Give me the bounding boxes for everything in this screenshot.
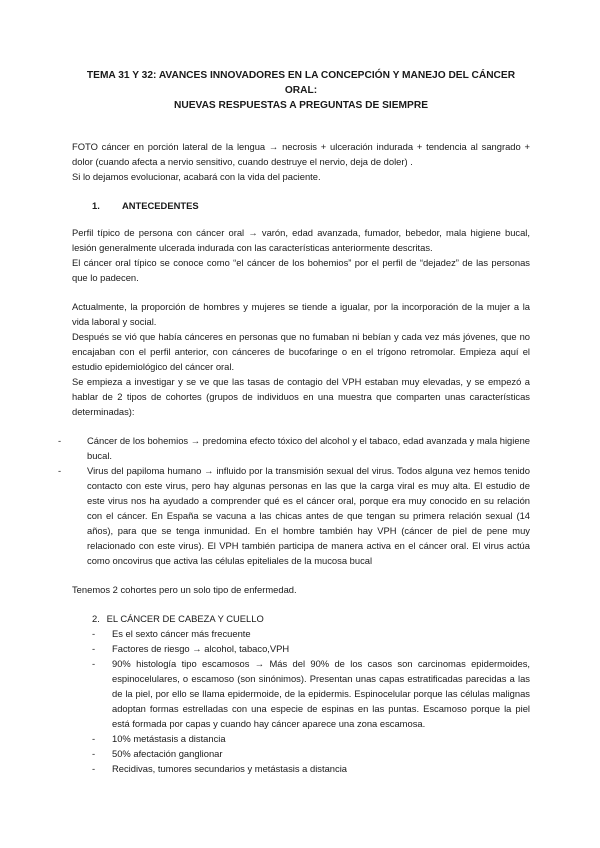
list-item-text: Es el sexto cáncer más frecuente (112, 628, 251, 639)
body-paragraph: Tenemos 2 cohortes pero un solo tipo de enfermedad. (72, 584, 297, 595)
body-paragraph: El cáncer oral típico se conoce como “el cáncer de los bohemios” por el perfil de “dejadez” de las personas que lo padecen. (72, 257, 530, 283)
list-item (58, 433, 530, 463)
body-paragraph: Actualmente, la proporción de hombres y mujeres se tiende a igualar, por la incorporación de la mujer a la vida laboral y social. (72, 301, 530, 327)
section-cabeza-cuello (92, 611, 530, 776)
section-number: 1. (92, 200, 100, 211)
body-paragraph: Se empieza a investigar y se ve que las tasas de contagio del VPH estaban muy elevadas, y se empezó a hablar de 2 tipos de cohortes (grupos de individuos en una muestra que comparten unas características determinadas): (72, 376, 530, 417)
title-line-2: NUEVAS RESPUESTAS A PREGUNTAS DE SIEMPRE (174, 100, 428, 111)
section-heading-text: EL CÁNCER DE CABEZA Y CUELLO (106, 613, 264, 624)
section1-paragraph-group (72, 225, 530, 285)
section-heading-text: ANTECEDENTES (122, 200, 199, 211)
body-paragraph: Después se vió que había cánceres en personas que no fumaban ni bebían y cada vez más jóvenes, que no encajaban con el perfil anterior, con cánceres de bucofaringe o en el trígono retromolar. Empieza aquí el estudio epidemiológico del cáncer oral. (72, 331, 530, 372)
section-heading-antecedentes (92, 198, 530, 213)
intro-block (72, 139, 530, 184)
list-item (92, 761, 530, 776)
list-item-text: Virus del papiloma humano → influido por la transmisión sexual del virus. Todos alguna vez hemos tenido contacto con este virus, pero hay algunas personas en las que la carga viral es muy alta. El estudio de este virus nos ha ayudado a comprender qué es el cáncer oral, porque era muy conocido en su relación con el cáncer. En España se vacuna a las chicas antes de que tengan su primera relación sexual (14 años), para que se tenga inmunidad. En el hombre también hay VPH (cáncer de piel de pene muy relacionado con este virus). El VPH también participa de manera activa en el cáncer oral. El virus actúa como oncovirus que activa las células epiteliales de la mucosa bucal (87, 465, 530, 566)
list-marker: - (58, 435, 62, 446)
title-line-1: TEMA 31 Y 32: AVANCES INNOVADORES EN LA CONCEPCIÓN Y MANEJO DEL CÁNCER ORAL: (86, 70, 516, 96)
page-title (72, 68, 530, 113)
list-item (92, 746, 530, 761)
list-item-text: 10% metástasis a distancia (112, 733, 226, 744)
section-number: 2. (92, 613, 100, 624)
section1-paragraph-group (72, 299, 530, 419)
list-item (58, 463, 530, 568)
list-marker: - (92, 658, 96, 669)
intro-paragraph: Si lo dejamos evolucionar, acabará con la vida del paciente. (72, 171, 321, 182)
list-item (92, 656, 530, 731)
list-marker: - (58, 465, 62, 476)
intro-paragraph: FOTO cáncer en porción lateral de la lengua → necrosis + ulceración indurada + tendencia al sangrado + dolor (cuando afecta a nervio sensitivo, cuando destruye el nervio, deja de doler) . (72, 141, 530, 167)
list-item (92, 731, 530, 746)
list-item-text: 90% histología tipo escamosos → Más del 90% de los casos son carcinomas epidermoides, espinocelulares, o escamoso (son sinónimos). Presentan unas capas estratificadas parecidas a las de la piel, por ello se llama epidermoide, de la epidermis. Espinocelular porque las células malignas adoptan formas estrelladas con una especie de espinas en las puntas. Escamoso porque la piel está formada por capas y cuando hay cáncer aparece una zona escamosa. (112, 658, 530, 729)
head-neck-list (92, 626, 530, 776)
list-item (92, 626, 530, 641)
body-paragraph: Perfil típico de persona con cáncer oral → varón, edad avanzada, fumador, bebedor, mala higiene bucal, lesión generalmente ulcerada indurada con las características anteriormente descritas. (72, 227, 530, 253)
list-item (92, 641, 530, 656)
list-marker: - (92, 733, 96, 744)
list-marker: - (92, 748, 96, 759)
list-item-text: Recidivas, tumores secundarios y metástasis a distancia (112, 763, 347, 774)
list-item-text: Factores de riesgo → alcohol, tabaco,VPH (112, 643, 290, 654)
list-marker: - (92, 763, 96, 774)
list-marker: - (92, 628, 96, 639)
cohort-list (58, 433, 530, 568)
list-item-text: Cáncer de los bohemios → predomina efecto tóxico del alcohol y el tabaco, edad avanzada y mala higiene bucal. (87, 435, 530, 461)
list-item-text: 50% afectación ganglionar (112, 748, 223, 759)
list-marker: - (92, 643, 96, 654)
section-heading-cabeza-cuello (92, 611, 530, 626)
